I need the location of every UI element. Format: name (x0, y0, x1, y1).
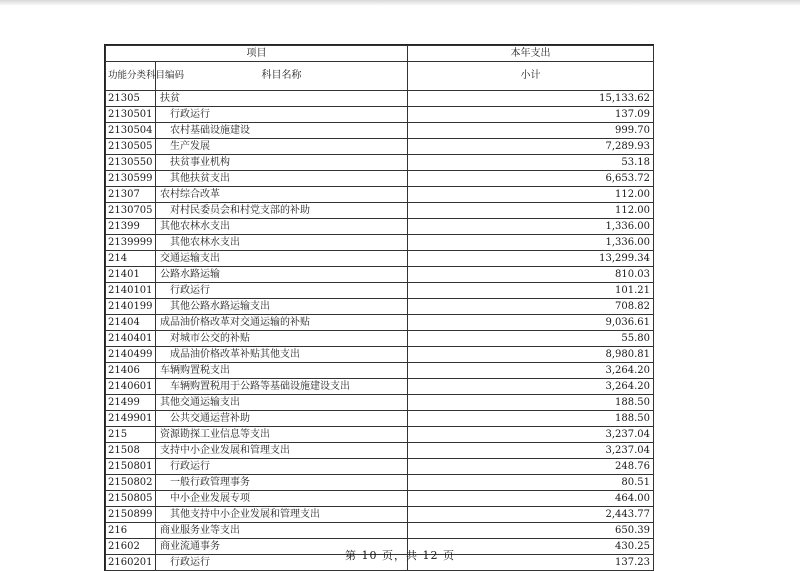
row-code: 2140199 (106, 299, 156, 315)
table-row (106, 155, 654, 171)
row-name: 行政运行 (156, 555, 408, 571)
scan-edge (0, 0, 800, 6)
row-name: 扶贫 (156, 91, 408, 107)
table-row (106, 251, 654, 267)
row-amount: 3,264.20 (408, 363, 654, 379)
row-amount: 101.21 (408, 283, 654, 299)
table-row (106, 283, 654, 299)
row-name: 扶贫事业机构 (156, 155, 408, 171)
row-name: 行政运行 (156, 459, 408, 475)
row-name: 资源勘探工业信息等支出 (156, 427, 408, 443)
row-amount: 999.70 (408, 123, 654, 139)
row-name: 车辆购置税用于公路等基础设施建设支出 (156, 379, 408, 395)
row-name: 其他扶贫支出 (156, 171, 408, 187)
row-amount: 112.00 (408, 203, 654, 219)
row-name: 其他农林水支出 (156, 219, 408, 235)
row-name: 其他农林水支出 (156, 235, 408, 251)
row-amount: 3,237.04 (408, 443, 654, 459)
row-name: 车辆购置税支出 (156, 363, 408, 379)
row-code: 2140101 (106, 283, 156, 299)
row-amount: 9,036.61 (408, 315, 654, 331)
row-amount: 55.80 (408, 331, 654, 347)
row-code: 2140499 (106, 347, 156, 363)
table-row (106, 443, 654, 459)
row-code: 215 (106, 427, 156, 443)
table-row (106, 331, 654, 347)
table-row (106, 459, 654, 475)
table-row (106, 475, 654, 491)
row-name: 其他交通运输支出 (156, 395, 408, 411)
table-row (106, 427, 654, 443)
row-code: 2130599 (106, 171, 156, 187)
row-code: 2130505 (106, 139, 156, 155)
row-code: 2140401 (106, 331, 156, 347)
row-name: 对城市公交的补贴 (156, 331, 408, 347)
row-amount: 8,980.81 (408, 347, 654, 363)
row-amount: 112.00 (408, 187, 654, 203)
row-amount: 464.00 (408, 491, 654, 507)
table-body (106, 91, 654, 571)
row-code: 2130705 (106, 203, 156, 219)
expenditure-table-container (104, 44, 654, 571)
row-amount: 15,133.62 (408, 91, 654, 107)
row-code: 21307 (106, 187, 156, 203)
table-row (106, 491, 654, 507)
row-name: 生产发展 (156, 139, 408, 155)
code-header: 功能分类科目编码 (106, 62, 156, 91)
row-amount: 188.50 (408, 411, 654, 427)
row-amount: 188.50 (408, 395, 654, 411)
row-name: 支持中小企业发展和管理支出 (156, 443, 408, 459)
row-code: 2139999 (106, 235, 156, 251)
page-footer (0, 547, 800, 563)
row-code: 21401 (106, 267, 156, 283)
name-header: 科目名称 (156, 62, 408, 91)
table-row (106, 395, 654, 411)
row-code: 216 (106, 523, 156, 539)
table-row (106, 139, 654, 155)
table-row (106, 91, 654, 107)
table-row (106, 363, 654, 379)
row-amount: 13,299.34 (408, 251, 654, 267)
table-row (106, 235, 654, 251)
row-name: 一般行政管理事务 (156, 475, 408, 491)
row-name: 其他支持中小企业发展和管理支出 (156, 507, 408, 523)
row-name: 公路水路运输 (156, 267, 408, 283)
table-row (106, 123, 654, 139)
row-code: 2130501 (106, 107, 156, 123)
table-row (106, 507, 654, 523)
table-row (106, 523, 654, 539)
row-code: 2130550 (106, 155, 156, 171)
row-code: 2160201 (106, 555, 156, 571)
table-row (106, 171, 654, 187)
table-row (106, 411, 654, 427)
page-number-text: 第 10 页，共 12 页 (345, 549, 455, 562)
table-row (106, 315, 654, 331)
row-code: 21406 (106, 363, 156, 379)
row-name: 对村民委员会和村党支部的补助 (156, 203, 408, 219)
row-amount: 810.03 (408, 267, 654, 283)
row-code: 2140601 (106, 379, 156, 395)
row-amount: 6,653.72 (408, 171, 654, 187)
row-amount: 7,289.93 (408, 139, 654, 155)
row-code: 21399 (106, 219, 156, 235)
row-name: 农村基础设施建设 (156, 123, 408, 139)
row-code: 214 (106, 251, 156, 267)
row-code: 2150802 (106, 475, 156, 491)
table-row (106, 379, 654, 395)
row-name: 成品油价格改革补贴其他支出 (156, 347, 408, 363)
row-name: 行政运行 (156, 107, 408, 123)
row-code: 2149901 (106, 411, 156, 427)
row-amount: 80.51 (408, 475, 654, 491)
expense-header: 本年支出 (408, 46, 654, 62)
row-amount: 1,336.00 (408, 235, 654, 251)
row-code: 21508 (106, 443, 156, 459)
row-code: 2150899 (106, 507, 156, 523)
table-row (106, 203, 654, 219)
row-name: 农村综合改革 (156, 187, 408, 203)
row-amount: 708.82 (408, 299, 654, 315)
row-amount: 3,237.04 (408, 427, 654, 443)
row-code: 21602 (106, 539, 156, 555)
table-row (106, 299, 654, 315)
row-amount: 137.23 (408, 555, 654, 571)
row-name: 成品油价格改革对交通运输的补贴 (156, 315, 408, 331)
subtotal-header: 小计 (408, 62, 654, 91)
table-row (106, 347, 654, 363)
row-code: 2150805 (106, 491, 156, 507)
row-code: 2150801 (106, 459, 156, 475)
row-amount: 248.76 (408, 459, 654, 475)
header-row-top (106, 46, 654, 62)
expenditure-table (105, 45, 654, 571)
row-amount: 2,443.77 (408, 507, 654, 523)
header-row-sub (106, 62, 654, 91)
row-code: 2130504 (106, 123, 156, 139)
row-amount: 3,264.20 (408, 379, 654, 395)
table-row (106, 107, 654, 123)
row-amount: 53.18 (408, 155, 654, 171)
row-code: 21499 (106, 395, 156, 411)
row-amount: 137.09 (408, 107, 654, 123)
row-name: 商业流通事务 (156, 539, 408, 555)
row-name: 中小企业发展专项 (156, 491, 408, 507)
project-header: 项目 (106, 46, 408, 62)
row-name: 行政运行 (156, 283, 408, 299)
row-name: 商业服务业等支出 (156, 523, 408, 539)
table-row (106, 187, 654, 203)
table-row (106, 219, 654, 235)
row-amount: 430.25 (408, 539, 654, 555)
row-code: 21305 (106, 91, 156, 107)
row-name: 公共交通运营补助 (156, 411, 408, 427)
row-amount: 1,336.00 (408, 219, 654, 235)
row-name: 其他公路水路运输支出 (156, 299, 408, 315)
row-code: 21404 (106, 315, 156, 331)
table-row (106, 267, 654, 283)
row-name: 交通运输支出 (156, 251, 408, 267)
row-amount: 650.39 (408, 523, 654, 539)
